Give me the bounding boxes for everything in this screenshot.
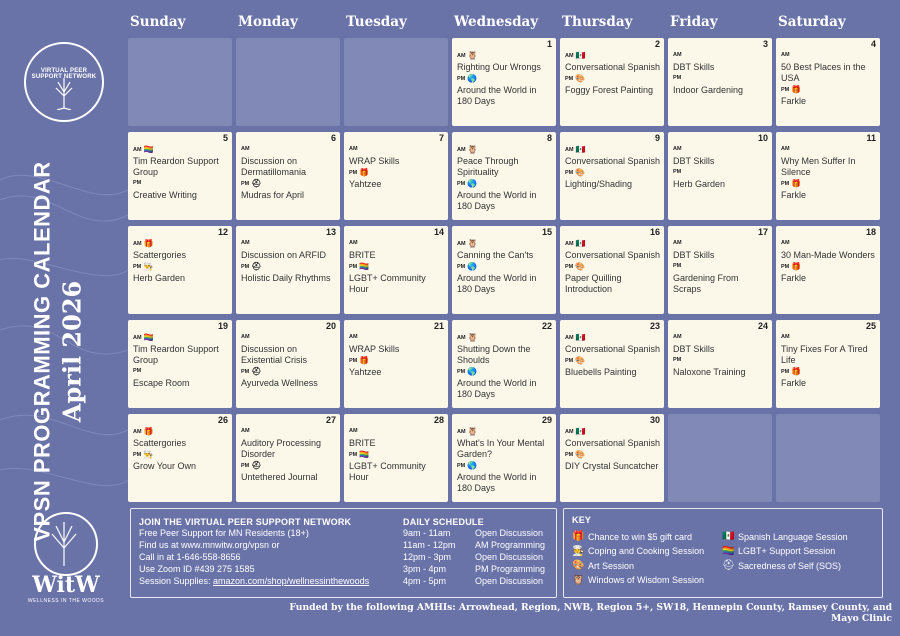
palette-icon: 🎨 bbox=[575, 74, 586, 83]
am-event: Tim Reardon Support Group bbox=[133, 344, 219, 365]
pm-marker: PM 🏳️‍🌈 bbox=[349, 450, 370, 459]
brand-subtitle: WELLNESS IN THE WOODS bbox=[27, 598, 105, 604]
day-number: 25 bbox=[865, 321, 876, 331]
key-label: Sacredness of Self (SOS) bbox=[738, 560, 842, 571]
am-event: Conversational Spanish bbox=[565, 250, 661, 260]
am-marker: AM 🏳️‍🌈 bbox=[133, 333, 154, 342]
pm-event: Yahtzee bbox=[349, 179, 382, 189]
day-cell bbox=[236, 320, 340, 408]
am-marker: AM bbox=[781, 52, 790, 58]
rainbow-icon: 🏳️‍🌈 bbox=[359, 262, 370, 271]
pm-marker: PM 🎁 bbox=[781, 85, 802, 94]
pm-event: Paper Quilling Introduction bbox=[565, 273, 622, 294]
am-marker: AM bbox=[781, 334, 790, 340]
day-cell bbox=[668, 226, 772, 314]
day-number: 18 bbox=[865, 227, 876, 237]
day-cell bbox=[776, 38, 880, 126]
schedule-row bbox=[403, 551, 563, 563]
day-cell bbox=[668, 132, 772, 220]
am-event: DBT Skills bbox=[673, 344, 715, 354]
am-marker: AM bbox=[349, 428, 358, 434]
empty-day-cell bbox=[344, 38, 448, 126]
am-event: Conversational Spanish bbox=[565, 156, 661, 166]
day-number: 4 bbox=[870, 39, 876, 49]
day-number: 16 bbox=[649, 227, 660, 237]
am-event: Peace Through Spirituality bbox=[457, 156, 519, 177]
pm-marker: PM 🌎 bbox=[457, 262, 478, 271]
day-number: 7 bbox=[438, 133, 444, 143]
palette-icon: 🎨 bbox=[575, 262, 586, 271]
lifebuoy-icon: ⛑ bbox=[722, 560, 735, 571]
flag-icon: 🇲🇽 bbox=[575, 427, 586, 436]
am-event: Scattergories bbox=[133, 250, 187, 260]
am-event: Righting Our Wrongs bbox=[457, 62, 541, 72]
key-label: Art Session bbox=[588, 560, 635, 571]
weekday-friday: Friday bbox=[670, 14, 718, 30]
am-marker: AM bbox=[349, 334, 358, 340]
schedule-activity: Open Discussion bbox=[475, 552, 544, 562]
am-event: WRAP Skills bbox=[349, 156, 400, 166]
am-marker: AM bbox=[241, 334, 250, 340]
rainbow-icon: 🏳️‍🌈 bbox=[359, 450, 370, 459]
join-line: Find us at www.mnwitw.org/vpsn or bbox=[139, 540, 280, 550]
lifebuoy-icon: ⛑ bbox=[251, 367, 262, 376]
am-marker: AM 🇲🇽 bbox=[565, 145, 586, 154]
pm-marker: PM 🎨 bbox=[565, 450, 586, 459]
pm-event: Herb Garden bbox=[673, 179, 726, 189]
am-event: Scattergories bbox=[133, 438, 187, 448]
pm-marker: PM 🎁 bbox=[781, 262, 802, 271]
day-cell bbox=[452, 414, 556, 502]
pm-marker: PM ⛑ bbox=[241, 367, 262, 376]
am-marker: AM 🦉 bbox=[457, 51, 478, 60]
key-label: Chance to win $5 gift card bbox=[588, 531, 693, 542]
pm-marker: PM 🎨 bbox=[565, 168, 586, 177]
am-event: DBT Skills bbox=[673, 250, 715, 260]
vpsn-logo bbox=[24, 42, 104, 122]
gift-icon: 🎁 bbox=[791, 262, 802, 271]
palette-icon: 🎨 bbox=[575, 168, 586, 177]
pm-event: LGBT+ Community Hour bbox=[349, 273, 426, 294]
pm-event: Naloxone Training bbox=[673, 367, 746, 377]
flag-icon: 🇲🇽 bbox=[575, 145, 586, 154]
brand-name: WitW bbox=[32, 572, 100, 598]
am-event: Conversational Spanish bbox=[565, 438, 661, 448]
am-event: What's In Your Mental Garden? bbox=[457, 438, 545, 459]
pm-event: Foggy Forest Painting bbox=[565, 85, 654, 95]
rainbow-icon: 🏳️‍🌈 bbox=[722, 545, 735, 557]
rainbow-icon: 🏳️‍🌈 bbox=[143, 333, 154, 342]
day-number: 15 bbox=[541, 227, 552, 237]
weekday-saturday: Saturday bbox=[778, 14, 846, 30]
day-cell bbox=[560, 320, 664, 408]
lifebuoy-icon: ⛑ bbox=[251, 262, 262, 271]
calendar-title bbox=[30, 142, 87, 562]
day-number: 6 bbox=[330, 133, 336, 143]
palette-icon: 🎨 bbox=[575, 356, 586, 365]
key-item bbox=[722, 546, 835, 557]
am-event: Conversational Spanish bbox=[565, 62, 661, 72]
pm-event: Yahtzee bbox=[349, 367, 382, 377]
weekday-wednesday: Wednesday bbox=[454, 14, 539, 30]
day-number: 28 bbox=[433, 415, 444, 425]
day-cell bbox=[560, 38, 664, 126]
pm-marker: PM 🌎 bbox=[457, 179, 478, 188]
pm-event: Around the World in 180 Days bbox=[457, 190, 537, 211]
am-event: 50 Best Places in the USA bbox=[781, 62, 866, 83]
am-event: BRITE bbox=[349, 250, 376, 260]
day-cell bbox=[452, 132, 556, 220]
globe-icon: 🌎 bbox=[467, 262, 478, 271]
day-number: 8 bbox=[546, 133, 552, 143]
pm-marker: PM 🌎 bbox=[457, 461, 478, 470]
am-event: WRAP Skills bbox=[349, 344, 400, 354]
schedule-activity: AM Programming bbox=[475, 540, 546, 550]
pm-event: Farkle bbox=[781, 96, 807, 106]
window-icon: 🦉 bbox=[467, 239, 478, 248]
day-number: 30 bbox=[649, 415, 660, 425]
pm-marker: PM bbox=[673, 75, 682, 81]
pm-event: Around the World in 180 Days bbox=[457, 273, 537, 294]
am-marker: AM bbox=[673, 146, 682, 152]
day-number: 20 bbox=[325, 321, 336, 331]
key-item bbox=[572, 575, 704, 586]
window-icon: 🦉 bbox=[467, 145, 478, 154]
am-marker: AM 🦉 bbox=[457, 333, 478, 342]
key-item bbox=[722, 531, 848, 542]
am-event: BRITE bbox=[349, 438, 376, 448]
weekday-monday: Monday bbox=[238, 14, 298, 30]
supplies-label: Session Supplies: bbox=[139, 576, 214, 586]
pm-marker: PM 🎨 bbox=[565, 356, 586, 365]
pm-event: Around the World in 180 Days bbox=[457, 85, 537, 106]
pm-event: Around the World in 180 Days bbox=[457, 378, 537, 399]
am-marker: AM bbox=[781, 240, 790, 246]
pm-marker: PM 🎁 bbox=[781, 367, 802, 376]
day-cell bbox=[236, 226, 340, 314]
globe-icon: 🌎 bbox=[467, 179, 478, 188]
lifebuoy-icon: ⛑ bbox=[251, 461, 262, 470]
day-cell bbox=[668, 320, 772, 408]
pm-event: Mudras for April bbox=[241, 190, 305, 200]
pm-marker: PM bbox=[133, 368, 142, 374]
key-label: Windows of Wisdom Session bbox=[588, 575, 705, 585]
day-number: 1 bbox=[546, 39, 552, 49]
am-marker: AM 🇲🇽 bbox=[565, 51, 586, 60]
gift-icon: 🎁 bbox=[359, 356, 370, 365]
day-number: 17 bbox=[757, 227, 768, 237]
palette-icon: 🎨 bbox=[572, 560, 585, 571]
am-event: Discussion on ARFID bbox=[241, 250, 327, 260]
day-number: 19 bbox=[217, 321, 228, 331]
window-icon: 🦉 bbox=[467, 51, 478, 60]
am-event: Canning the Can'ts bbox=[457, 250, 534, 260]
day-number: 14 bbox=[433, 227, 444, 237]
info-panel bbox=[130, 508, 557, 598]
pm-event: Farkle bbox=[781, 273, 807, 283]
pm-marker: PM 👨‍🍳 bbox=[133, 262, 154, 271]
pm-event: Creative Writing bbox=[133, 190, 197, 200]
globe-icon: 🌎 bbox=[467, 367, 478, 376]
day-cell bbox=[776, 226, 880, 314]
chef-icon: 👨‍🍳 bbox=[143, 450, 154, 459]
am-marker: AM bbox=[673, 334, 682, 340]
pm-marker: PM bbox=[673, 357, 682, 363]
weekday-thursday: Thursday bbox=[562, 14, 633, 30]
vertical-title: VPSN PROGRAMMING CALENDAR bbox=[29, 161, 55, 542]
empty-day-cell bbox=[776, 414, 880, 502]
day-number: 2 bbox=[654, 39, 660, 49]
am-marker: AM bbox=[241, 146, 250, 152]
day-cell bbox=[236, 414, 340, 502]
am-marker: AM 🏳️‍🌈 bbox=[133, 145, 154, 154]
day-number: 10 bbox=[757, 133, 768, 143]
daily-schedule bbox=[403, 517, 563, 587]
globe-icon: 🌎 bbox=[467, 74, 478, 83]
pm-marker: PM bbox=[133, 180, 142, 186]
day-number: 24 bbox=[757, 321, 768, 331]
palette-icon: 🎨 bbox=[575, 450, 586, 459]
key-panel bbox=[563, 508, 883, 598]
key-label: Spanish Language Session bbox=[738, 531, 848, 542]
day-cell bbox=[776, 320, 880, 408]
key-title: KEY bbox=[572, 515, 592, 525]
flag-icon: 🇲🇽 bbox=[575, 51, 586, 60]
pm-event: Around the World in 180 Days bbox=[457, 472, 537, 493]
empty-day-cell bbox=[236, 38, 340, 126]
flag-icon: 🇲🇽 bbox=[575, 239, 586, 248]
am-marker: AM bbox=[673, 240, 682, 246]
am-marker: AM 🇲🇽 bbox=[565, 239, 586, 248]
key-item bbox=[722, 560, 841, 571]
schedule-time: 12pm - 3pm bbox=[403, 552, 452, 562]
funding-footer: Funded by the following AMHIs: Arrowhead, Region, NWB, Region 5+, SW18, Hennepin County, Ramsey County, and Mayo Clinic bbox=[289, 602, 892, 624]
am-marker: AM 🎁 bbox=[133, 239, 154, 248]
logo-text: VIRTUAL PEER SUPPORT NETWORK bbox=[31, 68, 97, 80]
month-title: April 2026 bbox=[57, 280, 87, 423]
day-number: 23 bbox=[649, 321, 660, 331]
am-marker: AM 🦉 bbox=[457, 427, 478, 436]
window-icon: 🦉 bbox=[467, 333, 478, 342]
schedule-time: 9am - 11am bbox=[403, 528, 451, 538]
am-marker: AM 🎁 bbox=[133, 427, 154, 436]
pm-event: Indoor Gardening bbox=[673, 85, 744, 95]
pm-marker: PM 🎁 bbox=[349, 356, 370, 365]
day-cell bbox=[128, 132, 232, 220]
tree-icon bbox=[46, 74, 82, 110]
pm-event: Ayurveda Wellness bbox=[241, 378, 318, 388]
rainbow-icon: 🏳️‍🌈 bbox=[143, 145, 154, 154]
am-marker: AM bbox=[349, 240, 358, 246]
am-event: Auditory Processing Disorder bbox=[241, 438, 322, 459]
pm-marker: PM 🎁 bbox=[781, 179, 802, 188]
day-number: 11 bbox=[866, 133, 876, 143]
join-title: JOIN THE VIRTUAL PEER SUPPORT NETWORK bbox=[139, 517, 352, 527]
flag-icon: 🇲🇽 bbox=[575, 333, 586, 342]
pm-marker: PM 🎁 bbox=[349, 168, 370, 177]
gift-icon: 🎁 bbox=[791, 179, 802, 188]
chef-icon: 👨‍🍳 bbox=[572, 545, 585, 557]
am-event: Discussion on Dermatillomania bbox=[241, 156, 307, 177]
join-line: Free Peer Support for MN Residents (18+) bbox=[139, 528, 309, 538]
pm-marker: PM 👨‍🍳 bbox=[133, 450, 154, 459]
gift-icon: 🎁 bbox=[359, 168, 370, 177]
am-marker: AM bbox=[349, 146, 358, 152]
am-event: Why Men Suffer In Silence bbox=[781, 156, 856, 177]
pm-marker: PM ⛑ bbox=[241, 179, 262, 188]
day-cell bbox=[128, 414, 232, 502]
pm-marker: PM bbox=[673, 169, 682, 175]
gift-icon: 🎁 bbox=[791, 367, 802, 376]
pm-event: Gardening From Scraps bbox=[673, 273, 739, 294]
day-cell bbox=[452, 38, 556, 126]
witw-logo bbox=[26, 512, 106, 604]
key-item bbox=[572, 560, 634, 571]
am-marker: AM 🇲🇽 bbox=[565, 427, 586, 436]
am-event: Tiny Fixes For A Tired Life bbox=[781, 344, 868, 365]
empty-day-cell bbox=[128, 38, 232, 126]
day-cell bbox=[236, 132, 340, 220]
pm-marker: PM 🌎 bbox=[457, 367, 478, 376]
day-number: 27 bbox=[325, 415, 336, 425]
day-number: 29 bbox=[541, 415, 552, 425]
day-number: 12 bbox=[217, 227, 228, 237]
am-marker: AM bbox=[241, 240, 250, 246]
weekday-header bbox=[128, 14, 888, 34]
am-event: Shutting Down the Shoulds bbox=[457, 344, 531, 365]
pm-marker: PM ⛑ bbox=[241, 262, 262, 271]
pm-event: DIY Crystal Suncatcher bbox=[565, 461, 659, 471]
pm-event: Farkle bbox=[781, 378, 807, 388]
pm-event: Farkle bbox=[781, 190, 807, 200]
day-cell bbox=[344, 226, 448, 314]
schedule-row bbox=[403, 563, 563, 575]
pm-event: Untethered Journal bbox=[241, 472, 318, 482]
schedule-row bbox=[403, 539, 563, 551]
am-event: Conversational Spanish bbox=[565, 344, 661, 354]
join-line: Use Zoom ID #439 275 1585 bbox=[139, 564, 255, 574]
am-marker: AM 🇲🇽 bbox=[565, 333, 586, 342]
day-cell bbox=[560, 226, 664, 314]
day-number: 13 bbox=[325, 227, 336, 237]
day-cell bbox=[452, 320, 556, 408]
day-number: 9 bbox=[654, 133, 660, 143]
am-event: 30 Man-Made Wonders bbox=[781, 250, 875, 260]
day-number: 5 bbox=[222, 133, 228, 143]
am-marker: AM bbox=[781, 146, 790, 152]
am-event: Discussion on Existential Crisis bbox=[241, 344, 308, 365]
schedule-activity: Open Discussion bbox=[475, 528, 544, 538]
day-number: 22 bbox=[541, 321, 552, 331]
am-marker: AM bbox=[673, 52, 682, 58]
pm-event: Bluebells Painting bbox=[565, 367, 637, 377]
day-cell bbox=[128, 226, 232, 314]
day-number: 21 bbox=[433, 321, 444, 331]
day-cell bbox=[344, 320, 448, 408]
day-cell bbox=[452, 226, 556, 314]
flag-icon: 🇲🇽 bbox=[722, 531, 735, 542]
day-cell bbox=[128, 320, 232, 408]
window-icon: 🦉 bbox=[467, 427, 478, 436]
sidebar bbox=[0, 0, 128, 636]
day-cell bbox=[344, 414, 448, 502]
schedule-time: 11am - 12pm bbox=[403, 540, 456, 550]
pm-event: Lighting/Shading bbox=[565, 179, 633, 189]
weekday-sunday: Sunday bbox=[130, 14, 186, 30]
schedule-time: 4pm - 5pm bbox=[403, 576, 447, 586]
schedule-activity: PM Programming bbox=[475, 564, 546, 574]
window-icon: 🦉 bbox=[572, 574, 585, 586]
key-label: Coping and Cooking Session bbox=[588, 546, 705, 556]
am-marker: AM 🦉 bbox=[457, 145, 478, 154]
pm-event: Grow Your Own bbox=[133, 461, 197, 471]
empty-day-cell bbox=[668, 414, 772, 502]
day-cell bbox=[668, 38, 772, 126]
pm-marker: PM ⛑ bbox=[241, 461, 262, 470]
pm-marker: PM bbox=[673, 263, 682, 269]
pm-marker: PM 🌎 bbox=[457, 74, 478, 83]
key-label: LGBT+ Support Session bbox=[738, 546, 836, 556]
schedule-row bbox=[403, 527, 563, 539]
weekday-tuesday: Tuesday bbox=[346, 14, 407, 30]
lifebuoy-icon: ⛑ bbox=[251, 179, 262, 188]
am-event: DBT Skills bbox=[673, 62, 715, 72]
chef-icon: 👨‍🍳 bbox=[143, 262, 154, 271]
pm-marker: PM 🏳️‍🌈 bbox=[349, 262, 370, 271]
gift-icon: 🎁 bbox=[143, 427, 154, 436]
pm-event: Herb Garden bbox=[133, 273, 186, 283]
pm-event: LGBT+ Community Hour bbox=[349, 461, 426, 482]
am-event: DBT Skills bbox=[673, 156, 715, 166]
key-item bbox=[572, 546, 704, 557]
day-number: 26 bbox=[217, 415, 228, 425]
am-event: Tim Reardon Support Group bbox=[133, 156, 219, 177]
gift-icon: 🎁 bbox=[143, 239, 154, 248]
am-marker: AM bbox=[241, 428, 250, 434]
key-item bbox=[572, 531, 692, 542]
schedule-row bbox=[403, 575, 563, 587]
supplies-link[interactable]: amazon.com/shop/wellnessinthewoods bbox=[213, 576, 370, 586]
day-cell bbox=[560, 132, 664, 220]
day-cell bbox=[560, 414, 664, 502]
pm-marker: PM 🎨 bbox=[565, 262, 586, 271]
tree-circle-icon bbox=[34, 512, 98, 576]
schedule-activity: Open Discussion bbox=[475, 576, 544, 586]
pm-event: Escape Room bbox=[133, 378, 190, 388]
schedule-title: DAILY SCHEDULE bbox=[403, 517, 484, 527]
pm-marker: PM 🎨 bbox=[565, 74, 586, 83]
join-line: Call in at 1-646-558-8656 bbox=[139, 552, 241, 562]
schedule-time: 3pm - 4pm bbox=[403, 564, 447, 574]
gift-icon: 🎁 bbox=[572, 531, 585, 542]
day-cell bbox=[344, 132, 448, 220]
am-marker: AM 🦉 bbox=[457, 239, 478, 248]
day-cell bbox=[776, 132, 880, 220]
globe-icon: 🌎 bbox=[467, 461, 478, 470]
day-number: 3 bbox=[762, 39, 768, 49]
gift-icon: 🎁 bbox=[791, 85, 802, 94]
pm-event: Holistic Daily Rhythms bbox=[241, 273, 331, 283]
